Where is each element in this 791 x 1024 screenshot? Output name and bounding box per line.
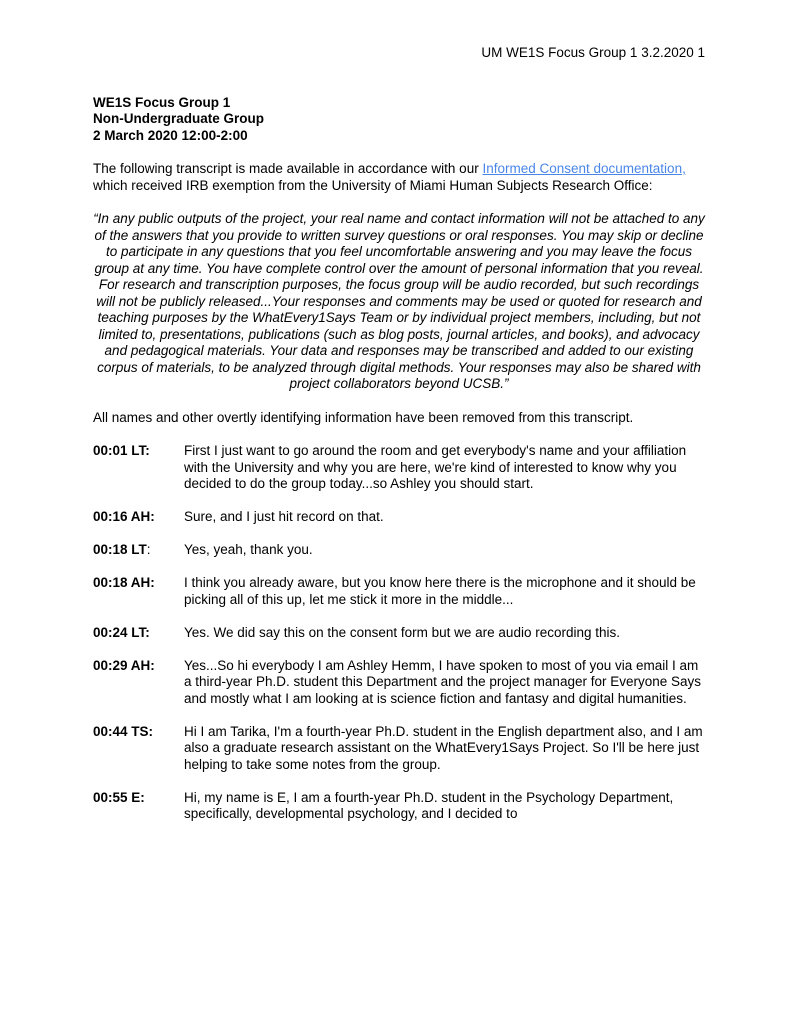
speaker-label-text: 00:18 AH: [93, 575, 155, 590]
transcript-entry [93, 509, 705, 526]
doc-title: WE1S Focus Group 1 [93, 94, 231, 110]
timestamp-speaker-label [93, 790, 184, 823]
intro-text-before-link: The following transcript is made available in accordance with our [93, 161, 483, 176]
informed-consent-link[interactable]: Informed Consent documentation, [482, 161, 686, 176]
timestamp-speaker-label [93, 625, 184, 642]
speaker-label-text: 00:29 AH: [93, 657, 155, 673]
page-header: UM WE1S Focus Group 1 3.2.2020 1 [481, 45, 705, 60]
transcript-entry [93, 443, 705, 493]
transcript-entry [93, 625, 705, 642]
anonymization-note: All names and other overtly identifying information have been removed from this transcript. [93, 409, 634, 425]
dialogue-text: Yes...So hi everybody I am Ashley Hemm, I have spoken to most of you via email I am a third-year Ph.D. student this Department and the project manager for Everyone Says and mostly what I am looking at is science fiction and fantasy and digital humanities. [184, 657, 702, 706]
intro-text-after-link: which received IRB exemption from the University of Miami Human Subjects Research Office: [93, 177, 653, 193]
dialogue-text: Yes. We did say this on the consent form but we are audio recording this. [184, 624, 620, 640]
transcript-entry [93, 790, 705, 823]
speaker-label-text: 00:01 LT: [93, 443, 150, 458]
speaker-label-text: 00:16 AH: [93, 509, 155, 524]
transcript [93, 443, 705, 823]
consent-quote: “In any public outputs of the project, your real name and contact information will not be attached to any of the answers that you provide to written survey questions or oral responses. You may skip or decline to participate in any questions that you feel uncomfortable answering and you may leave the focus group at any time. You have complete control over the amount of personal information that you reveal. For research and transcription purposes, the focus group will be audio recorded, but such recordings will not be publicly released...Your responses and comments may be used or quoted for research and teaching purposes by the WhatEvery1Says Team or by individual project members, including, but not limited to, presentations, publications (such as blog posts, journal articles, and books), and advocacy and pedagogical materials. Your data and responses may be transcribed and added to our existing corpus of materials, to be analyzed through digital methods. Your responses may also be shared with project collaborators beyond UCSB.” [93, 211, 705, 391]
dialogue-text: First I just want to go around the room and get everybody's name and your affiliation with the University and why you are here, we're kind of interested to know why you decided to do the group today...so Ashley you should start. [184, 443, 687, 491]
transcript-entry [93, 575, 705, 608]
speaker-label-suffix: : [146, 542, 151, 557]
speaker-label-text: 00:55 E: [93, 789, 145, 805]
timestamp-speaker-label [93, 724, 184, 774]
timestamp-speaker-label [93, 575, 184, 608]
transcript-entry [93, 658, 705, 708]
doc-date-time: 2 March 2020 12:00-2:00 [93, 127, 248, 143]
dialogue-text: Sure, and I just hit record on that. [184, 509, 384, 524]
intro-paragraph [93, 161, 705, 194]
dialogue-text: I think you already aware, but you know here there is the microphone and it should be picking all of this up, let me stick it more in the middle... [184, 575, 696, 607]
speaker-label-text: 00:24 LT: [93, 624, 150, 640]
dialogue-text: Hi, my name is E, I am a fourth-year Ph.D. student in the Psychology Department, specifically, developmental psychology, and I decided to [184, 789, 674, 821]
transcript-entry [93, 724, 705, 774]
timestamp-speaker-label [93, 509, 184, 526]
transcript-entry [93, 542, 705, 559]
timestamp-speaker-label [93, 542, 184, 559]
dialogue-text: Hi I am Tarika, I'm a fourth-year Ph.D. student in the English department also, and I am also a graduate research assistant on the WhatEvery1Says Project. So I'll be here just helping to take some notes from the group. [184, 723, 703, 772]
title-block [93, 95, 705, 145]
dialogue-text: Yes, yeah, thank you. [184, 542, 313, 557]
doc-subtitle-group: Non-Undergraduate Group [93, 111, 264, 126]
speaker-label-text: 00:18 LT [93, 542, 147, 557]
timestamp-speaker-label [93, 658, 184, 708]
timestamp-speaker-label [93, 443, 184, 493]
speaker-label-text: 00:44 TS: [93, 723, 154, 739]
